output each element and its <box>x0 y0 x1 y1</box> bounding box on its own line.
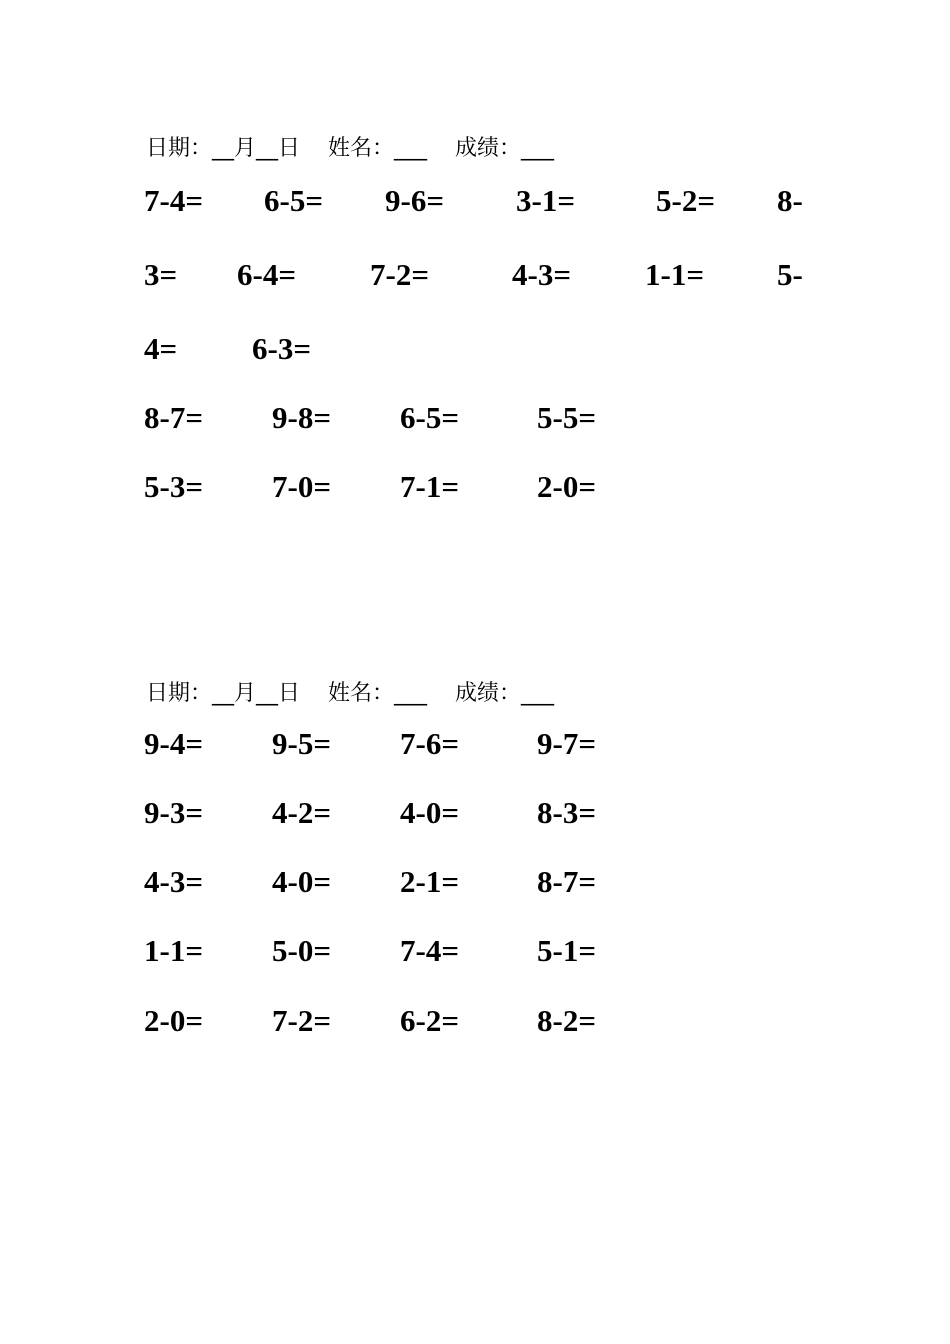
arithmetic-problem: 9-4= <box>144 726 203 761</box>
arithmetic-problem: 8- <box>777 183 803 218</box>
arithmetic-problem: 1-1= <box>645 257 704 292</box>
arithmetic-problem: 5- <box>777 257 803 292</box>
arithmetic-problem: 7-0= <box>272 469 331 504</box>
arithmetic-problem: 3= <box>144 257 178 292</box>
arithmetic-problem: 9-3= <box>144 795 203 830</box>
arithmetic-problem: 6-5= <box>264 183 323 218</box>
arithmetic-problem: 7-2= <box>370 257 429 292</box>
arithmetic-problem: 7-1= <box>400 469 459 504</box>
arithmetic-problem: 9-5= <box>272 726 331 761</box>
arithmetic-problem: 4-2= <box>272 795 331 830</box>
arithmetic-problem: 1-1= <box>144 933 203 968</box>
arithmetic-problem: 5-3= <box>144 469 203 504</box>
arithmetic-problem: 6-2= <box>400 1003 459 1038</box>
problem-line <box>0 931 950 971</box>
arithmetic-problem: 2-1= <box>400 864 459 899</box>
arithmetic-problem: 9-8= <box>272 400 331 435</box>
arithmetic-problem: 8-7= <box>537 864 596 899</box>
worksheet-header: 日期：__月__日 姓名：___ 成绩：___ <box>146 136 554 161</box>
problem-line <box>0 1001 950 1041</box>
arithmetic-problem: 4-0= <box>400 795 459 830</box>
problem-line <box>0 862 950 902</box>
arithmetic-problem: 4-3= <box>512 257 571 292</box>
arithmetic-problem: 6-4= <box>237 257 296 292</box>
arithmetic-problem: 8-7= <box>144 400 203 435</box>
arithmetic-problem: 5-5= <box>537 400 596 435</box>
arithmetic-problem: 4-3= <box>144 864 203 899</box>
problem-line <box>0 724 950 764</box>
arithmetic-problem: 9-6= <box>385 183 444 218</box>
arithmetic-problem: 9-7= <box>537 726 596 761</box>
arithmetic-problem: 8-2= <box>537 1003 596 1038</box>
arithmetic-problem: 5-0= <box>272 933 331 968</box>
worksheet-header: 日期：__月__日 姓名：___ 成绩：___ <box>146 681 554 706</box>
problem-line <box>0 398 950 438</box>
arithmetic-problem: 7-2= <box>272 1003 331 1038</box>
arithmetic-problem: 4= <box>144 331 178 366</box>
arithmetic-problem: 3-1= <box>516 183 575 218</box>
problem-line <box>0 181 950 221</box>
arithmetic-problem: 6-5= <box>400 400 459 435</box>
arithmetic-problem: 7-6= <box>400 726 459 761</box>
arithmetic-problem: 4-0= <box>272 864 331 899</box>
arithmetic-problem: 6-3= <box>252 331 311 366</box>
arithmetic-problem: 5-1= <box>537 933 596 968</box>
problem-line <box>0 329 950 369</box>
arithmetic-problem: 8-3= <box>537 795 596 830</box>
arithmetic-problem: 7-4= <box>400 933 459 968</box>
arithmetic-problem: 5-2= <box>656 183 715 218</box>
problem-line <box>0 467 950 507</box>
problem-line <box>0 255 950 295</box>
arithmetic-problem: 2-0= <box>144 1003 203 1038</box>
problem-line <box>0 793 950 833</box>
arithmetic-problem: 2-0= <box>537 469 596 504</box>
arithmetic-problem: 7-4= <box>144 183 203 218</box>
